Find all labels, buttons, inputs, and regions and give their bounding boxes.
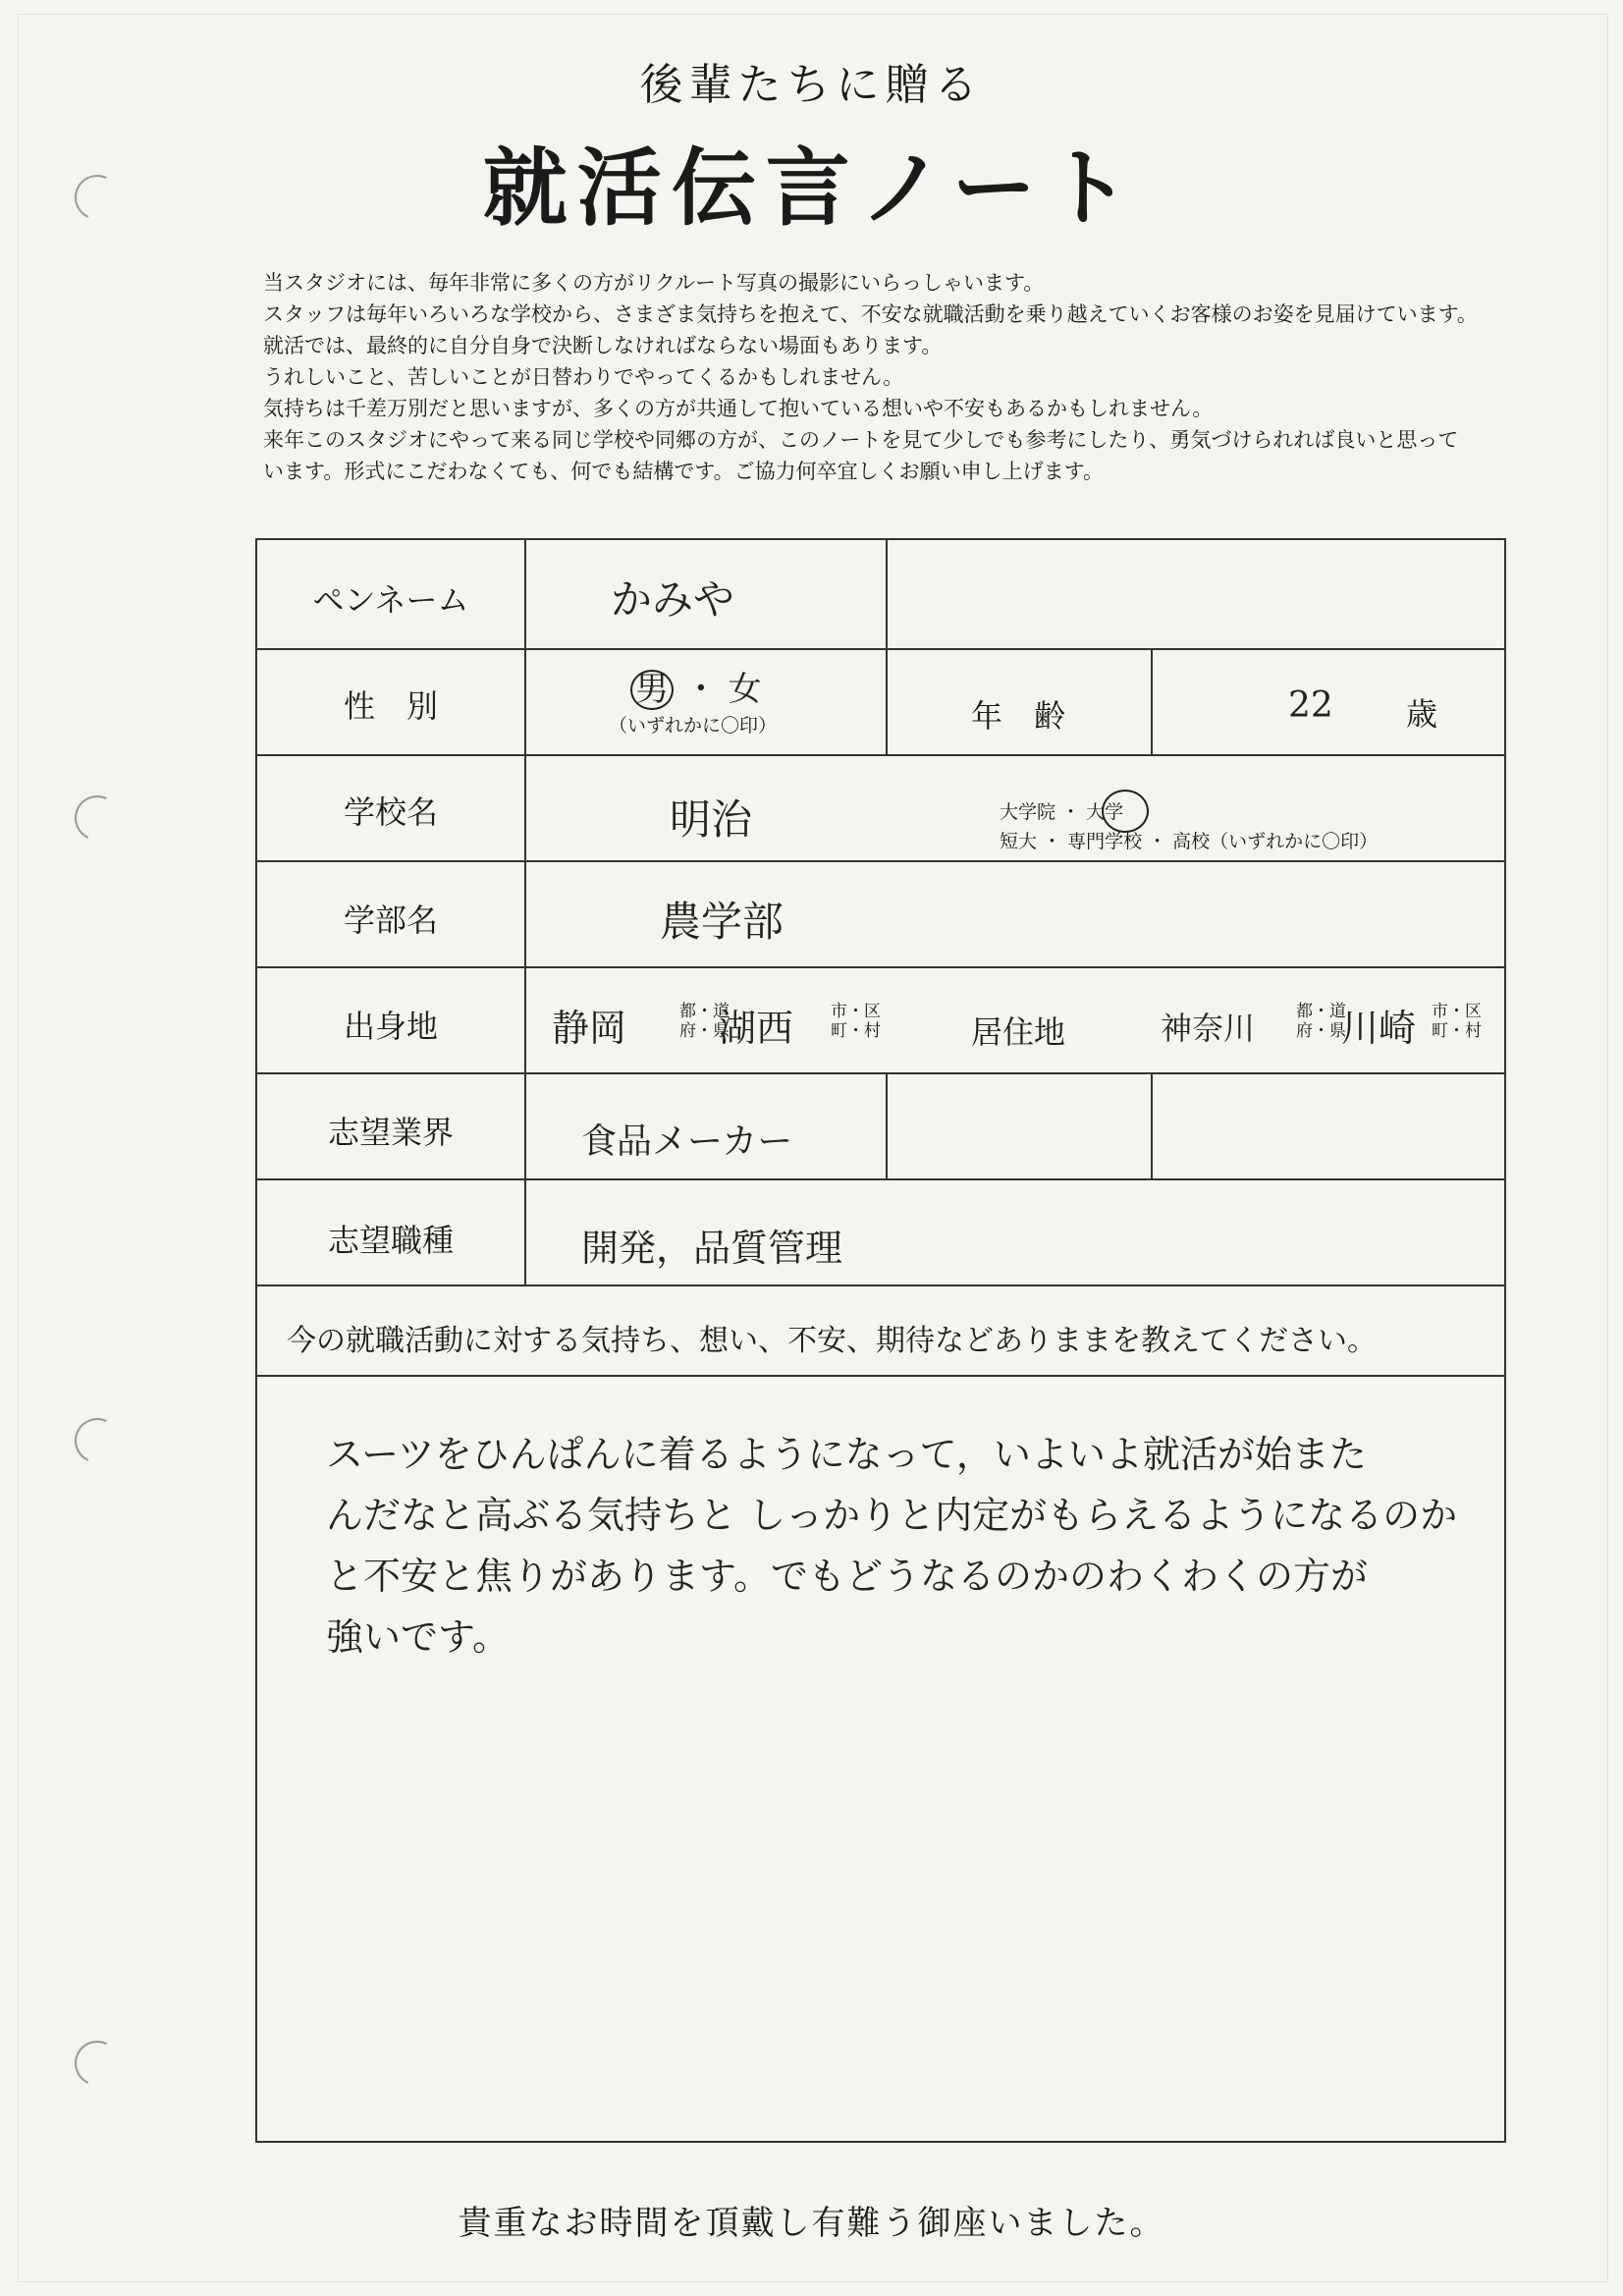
- row-divider: [257, 1178, 1504, 1180]
- row-divider: [257, 860, 1504, 862]
- pen-name-label: ペンネーム: [312, 581, 469, 619]
- free-text-question: 今の就職活動に対する気持ち、想い、不安、期待などありままを教えてください。: [287, 1324, 1377, 1358]
- residence-city-unit: [1432, 1002, 1482, 1041]
- questionnaire-form: [255, 538, 1506, 2143]
- residence-pref-unit: [1296, 1002, 1346, 1041]
- row-divider: [257, 966, 1504, 968]
- intro-line: います。形式にこだわなくても、何でも結構です。ご協力何卒宜しくお願い申し上げます。: [263, 460, 1104, 483]
- intro-line: 当スタジオには、毎年非常に多くの方がリクルート写真の撮影にいらっしゃいます。: [263, 271, 1045, 295]
- pref-unit-top: 都・道: [679, 1002, 730, 1021]
- hometown-city-unit: [831, 1002, 881, 1041]
- gender-female-option[interactable]: 女: [728, 670, 762, 709]
- pref-unit-bottom: 府・県: [679, 1021, 730, 1041]
- free-text-answer[interactable]: [326, 1424, 1458, 1667]
- column-divider: [1151, 1072, 1153, 1178]
- residence-city[interactable]: 川崎: [1341, 1007, 1417, 1050]
- row-divider: [257, 1285, 1504, 1286]
- row-divider: [257, 754, 1504, 756]
- faculty-label: 学部名: [343, 902, 438, 939]
- school-type-line2: 短大 ・ 専門学校 ・ 高校（いずれかに〇印）: [1000, 831, 1379, 852]
- intro-line: 就活では、最終的に自分自身で決断しなければならない場面もあります。: [263, 334, 943, 357]
- gender-note: （いずれかに〇印）: [609, 715, 778, 737]
- school-type-line1: 大学院 ・ 大学: [1000, 801, 1124, 823]
- gender-label: 性 別: [343, 687, 438, 725]
- industry-value[interactable]: 食品メーカー: [581, 1121, 793, 1162]
- gender-male-option[interactable]: 男: [630, 670, 674, 710]
- residence-pref[interactable]: 神奈川: [1161, 1010, 1256, 1047]
- age-value[interactable]: 22: [1288, 685, 1333, 726]
- city-unit-top: 市・区: [831, 1002, 881, 1021]
- hometown-city[interactable]: 湖西: [719, 1007, 794, 1050]
- residence-label: 居住地: [970, 1013, 1065, 1051]
- pref-unit-bottom: 府・県: [1296, 1021, 1346, 1041]
- column-divider: [1151, 648, 1153, 754]
- row-divider: [257, 1072, 1504, 1074]
- closing-message: 貴重なお時間を頂戴し有難う御座いました。: [458, 2204, 1165, 2243]
- page-subtitle: 後輩たちに贈る: [639, 60, 984, 110]
- row-divider: [257, 648, 1504, 650]
- intro-line: 来年このスタジオにやって来る同じ学校や同郷の方が、このノートを見て少しでも参考にしたり、勇気づけられれば良いと思って: [263, 428, 1459, 452]
- intro-line: スタッフは毎年いろいろな学校から、さまざま気持ちを抱えて、不安な就職活動を乗り越えていくお客様のお姿を見届けています。: [263, 302, 1478, 326]
- school-label: 学校名: [343, 793, 438, 831]
- hometown-pref[interactable]: 静岡: [552, 1007, 627, 1050]
- pref-unit-top: 都・道: [1296, 1002, 1346, 1021]
- pen-name-value[interactable]: かみや: [611, 575, 735, 624]
- answer-line: と不安と焦りがあります。でもどうなるのかのわくわくの方が: [326, 1555, 1368, 1598]
- age-unit: 歳: [1406, 695, 1438, 733]
- industry-label: 志望業界: [327, 1114, 454, 1151]
- faculty-value[interactable]: 農学部: [660, 898, 784, 946]
- answer-line: んだなと高ぶる気持ちと しっかりと内定がもらえるようになるのか: [326, 1494, 1458, 1537]
- page-title: 就活伝言ノート: [482, 139, 1141, 238]
- intro-line: 気持ちは千差万別だと思いますが、多くの方が共通して抱いている想いや不安もあるかもしれません。: [263, 397, 1214, 420]
- city-unit-bottom: 町・村: [831, 1021, 881, 1041]
- hometown-label: 出身地: [343, 1008, 438, 1045]
- job-label: 志望職種: [327, 1222, 454, 1259]
- column-divider: [524, 540, 526, 1285]
- circle-mark-icon: [1102, 790, 1149, 833]
- row-divider: [257, 1375, 1504, 1377]
- answer-line: スーツをひんぱんに着るようになって，いよいよ就活が始また: [326, 1433, 1367, 1476]
- job-value[interactable]: 開発，品質管理: [581, 1227, 843, 1270]
- gender-separator: ・: [683, 670, 718, 709]
- city-unit-bottom: 町・村: [1432, 1021, 1482, 1041]
- gender-options[interactable]: [630, 662, 762, 710]
- intro-text: [263, 267, 1598, 487]
- age-label: 年 齢: [970, 697, 1065, 735]
- column-divider: [886, 1072, 888, 1178]
- city-unit-top: 市・区: [1432, 1002, 1482, 1021]
- answer-line: 強いです。: [326, 1615, 510, 1659]
- intro-line: うれしいこと、苦しいことが日替わりでやってくるかもしれません。: [263, 365, 904, 389]
- school-value[interactable]: 明治: [670, 795, 753, 844]
